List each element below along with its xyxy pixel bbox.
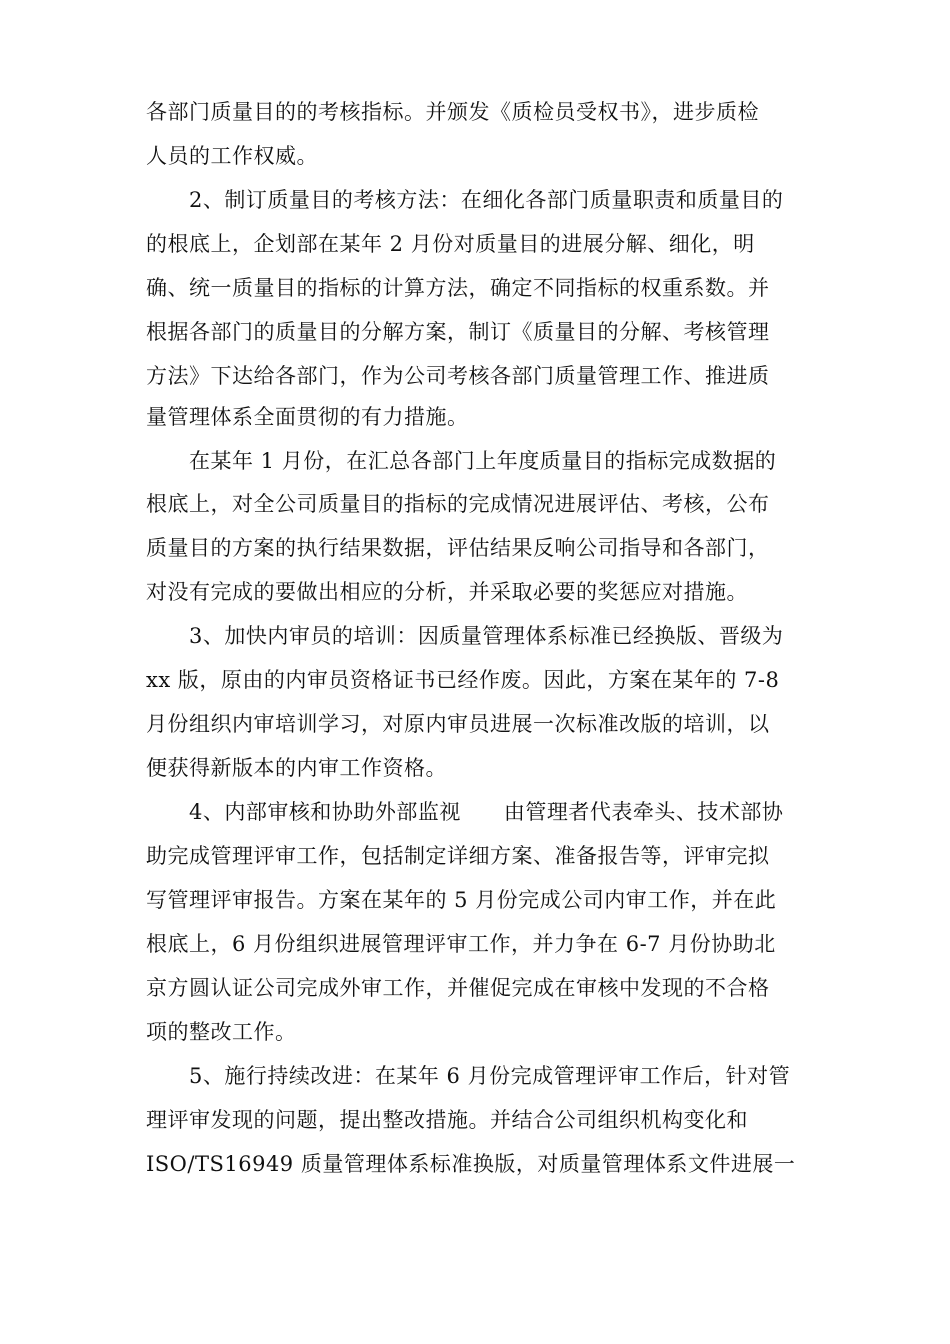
text-line: 对没有完成的要做出相应的分析，并采取必要的奖惩应对措施。 <box>146 580 748 604</box>
text-line: 理评审发现的问题，提出整改措施。并结合公司组织机构变化和 <box>146 1108 748 1132</box>
paragraph-start-line: 4、内部审核和协助外部监视 由管理者代表牵头、技术部协 <box>189 800 784 824</box>
text-line: 项的整改工作。 <box>146 1020 297 1044</box>
text-line: 根底上，对全公司质量目的指标的完成情况进展评估、考核，公布 <box>146 492 770 516</box>
text-line: 人员的工作权威。 <box>146 144 318 168</box>
text-line: 方法》下达给各部门，作为公司考核各部门质量管理工作、推进质 <box>146 364 770 388</box>
text-line: 助完成管理评审工作，包括制定详细方案、准备报告等，评审完拟 <box>146 844 770 868</box>
text-line: 质量目的方案的执行结果数据，评估结果反响公司指导和各部门， <box>146 536 770 560</box>
text-line: 京方圆认证公司完成外审工作，并催促完成在审核中发现的不合格 <box>146 976 770 1000</box>
paragraph-start-line: 在某年 1 月份，在汇总各部门上年度质量目的指标完成数据的 <box>189 449 777 473</box>
text-line: 根底上，6 月份组织进展管理评审工作，并力争在 6-7 月份协助北 <box>146 932 776 956</box>
text-line: 各部门质量目的的考核指标。并颁发《质检员受权书》，进步质检 <box>146 100 759 124</box>
text-line: 的根底上，企划部在某年 2 月份对质量目的进展分解、细化，明 <box>146 232 755 256</box>
text-line: 确、统一质量目的指标的计算方法，确定不同指标的权重系数。并 <box>146 276 770 300</box>
text-line: 月份组织内审培训学习，对原内审员进展一次标准改版的培训，以 <box>146 712 770 736</box>
text-line: 写管理评审报告。方案在某年的 5 月份完成公司内审工作，并在此 <box>146 888 777 912</box>
text-line: 根据各部门的质量目的分解方案，制订《质量目的分解、考核管理 <box>146 320 770 344</box>
paragraph-start-line: 3、加快内审员的培训：因质量管理体系标准已经换版、晋级为 <box>189 624 784 648</box>
paragraph-start-line: 5、施行持续改进：在某年 6 月份完成管理评审工作后，针对管 <box>189 1064 791 1088</box>
text-line: 便获得新版本的内审工作资格。 <box>146 756 447 780</box>
text-line: ISO/TS16949 质量管理体系标准换版，对质量管理体系文件进展一 <box>146 1152 796 1176</box>
text-line: xx 版，原由的内审员资格证书已经作废。因此，方案在某年的 7-8 <box>146 668 780 692</box>
text-line: 量管理体系全面贯彻的有力措施。 <box>146 405 469 429</box>
paragraph-start-line: 2、制订质量目的考核方法：在细化各部门质量职责和质量目的 <box>189 188 784 212</box>
